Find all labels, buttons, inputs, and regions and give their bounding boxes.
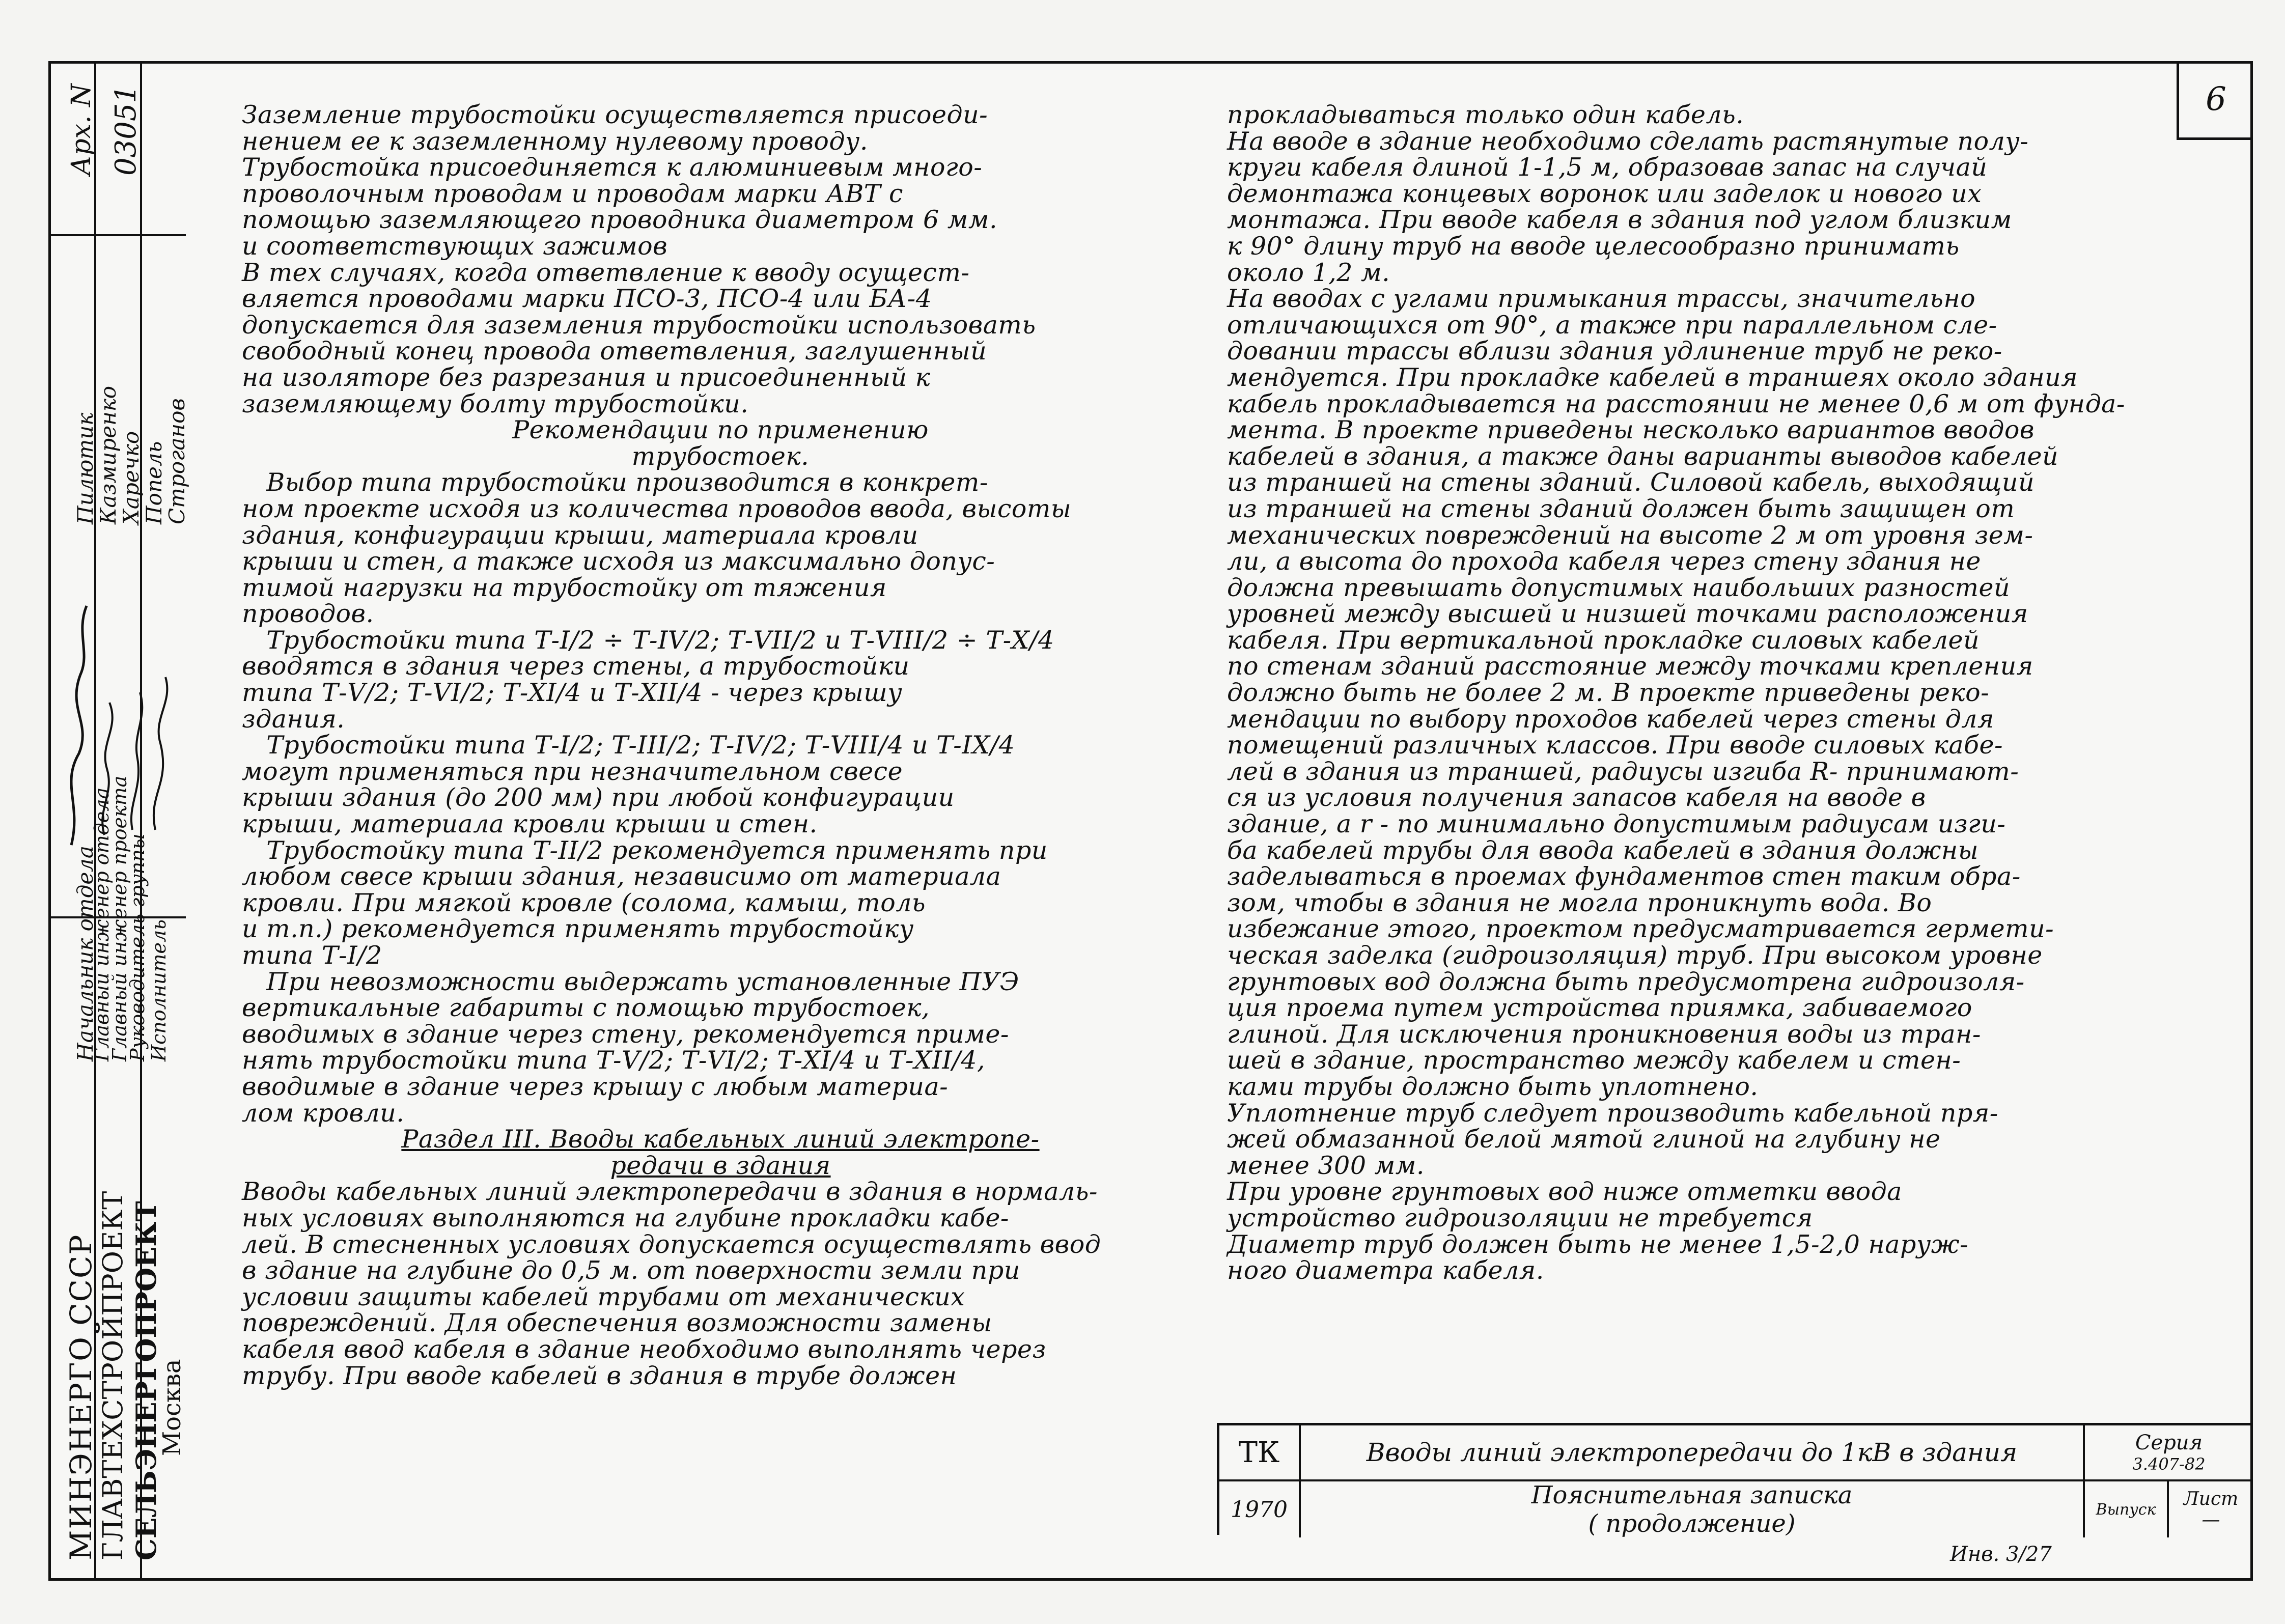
title-block xyxy=(1217,1423,2253,1538)
text-line: ном проекте исходя из количества проводов ввода, высоты xyxy=(242,494,1072,523)
text-line: грунтовых вод должна быть предусмотрена гидроизоля- xyxy=(1227,967,2025,996)
tk-label: ТК xyxy=(1219,1425,1301,1479)
text-line: Заземление трубостойки осуществляется присоеди- xyxy=(242,100,988,129)
text-line: в здание на глубине до 0,5 м. от поверхности земли при xyxy=(242,1256,1020,1285)
text-line: Вводы кабельных линий электропередачи в здания в нормаль- xyxy=(242,1177,1098,1207)
stamp-role: Начальник отдела xyxy=(73,846,98,1061)
series-number: 3.407-82 xyxy=(2132,1454,2206,1474)
text-line: Трубостойку типа Т-II/2 рекомендуется применять при xyxy=(242,835,1048,865)
text-line: по стенам зданий расстояние между точками крепления xyxy=(1227,652,2033,681)
text-line: монтажа. При вводе кабеля в здания под углом близким xyxy=(1227,205,2012,235)
stamp-role: Главный инженер отдела xyxy=(91,787,113,1061)
text-line: типа Т-I/2 xyxy=(242,941,382,970)
series-cell xyxy=(2085,1425,2253,1479)
text-line: могут применяться при незначительном свесе xyxy=(242,757,903,786)
text-line: круги кабеля длиной 1-1,5 м, образовав запас на случай xyxy=(1227,153,1988,182)
text-line: менее 300 мм. xyxy=(1227,1151,1425,1180)
archive-number: 03051 xyxy=(109,85,143,176)
text-line: ся из условия получения запасов кабеля на вводе в xyxy=(1227,783,1926,813)
stamp-hline xyxy=(48,234,186,236)
sheet-value: — xyxy=(2202,1509,2220,1530)
text-line: ческая заделка (гидроизоляция) труб. При высоком уровне xyxy=(1227,941,2043,970)
text-line: На вводах с углами примыкания трассы, значительно xyxy=(1227,284,1976,314)
text-line: Трубостойки типа Т-I/2; Т-III/2; Т-IV/2; Т-VIII/4 и Т-IX/4 xyxy=(242,731,1015,760)
text-line: кабелей в здания, а также даны варианты выводов кабелей xyxy=(1227,441,2059,471)
text-line: механических повреждений на высоте 2 м от уровня зем- xyxy=(1227,520,2033,550)
text-line: нять трубостойки типа Т-V/2; Т-VI/2; Т-XI/4 и Т-XII/4, xyxy=(242,1046,985,1075)
text-line: шей в здание, пространство между кабелем и стен- xyxy=(1227,1046,1961,1075)
text-line: и соответствующих зажимов xyxy=(242,231,668,261)
text-line: из траншей на стены зданий. Силовой кабель, выходящий xyxy=(1227,468,2035,497)
page-number: 6 xyxy=(2177,61,2253,140)
stamp-name: Строганов xyxy=(164,398,189,524)
text-line: около 1,2 м. xyxy=(1227,258,1390,287)
text-line: отличающихся от 90°, а также при параллельном сле- xyxy=(1227,310,1997,340)
text-line: к 90° длину труб на вводе целесообразно принимать xyxy=(1227,231,1960,261)
text-line: При невозможности выдержать установленные ПУЭ xyxy=(242,967,1019,996)
stamp-role: Исполнитель xyxy=(148,919,170,1061)
org2-name: СЕЛЬЭНЕРГОПРОЕКТ xyxy=(130,1201,162,1560)
text-line: На вводе в здание необходимо сделать растянутые полу- xyxy=(1227,126,2029,156)
text-line: Выбор типа трубостойки производится в конкрет- xyxy=(242,468,988,497)
text-line: допускается для заземления трубостойки использовать xyxy=(242,310,1036,340)
text-line: проволочным проводам и проводам марки АВТ с xyxy=(242,179,903,208)
archive-label: Арх. N xyxy=(66,83,97,176)
text-line: ного диаметра кабеля. xyxy=(1227,1256,1544,1285)
text-line: ками трубы должно быть уплотнено. xyxy=(1227,1072,1759,1101)
city-name: Москва xyxy=(158,1359,186,1456)
text-line: лом кровли. xyxy=(242,1098,405,1128)
text-line: кровли. При мягкой кровле (солома, камыш, толь xyxy=(242,888,926,917)
stamp-role: Руководитель группы xyxy=(126,833,149,1061)
text-line: условии защиты кабелей трубами от механических xyxy=(242,1282,965,1311)
text-line: здания, конфигурации крыши, материала кровли xyxy=(242,520,918,550)
text-line: лей в здания из траншей, радиусы изгиба R- принимают- xyxy=(1227,757,2019,786)
text-line: ных условиях выполняются на глубине прокладки кабе- xyxy=(242,1203,1009,1233)
text-line: вводятся в здания через стены, а трубостойки xyxy=(242,652,910,681)
year: 1970 xyxy=(1219,1481,1301,1537)
section-heading: редачи в здания xyxy=(610,1151,831,1180)
text-line: типа Т-V/2; Т-VI/2; Т-XI/4 и Т-XII/4 - через крышу xyxy=(242,678,903,708)
text-line: заделываться в проемах фундаментов стен таким обра- xyxy=(1227,862,2021,891)
text-line: В тех случаях, когда ответвление к вводу осущест- xyxy=(242,258,970,287)
text-line: уровней между высшей и низшей точками расположения xyxy=(1227,599,2028,629)
text-line: При уровне грунтовых вод ниже отметки ввода xyxy=(1227,1177,1902,1207)
text-line: довании трассы вблизи здания удлинение труб не реко- xyxy=(1227,337,2002,366)
title-block-row xyxy=(1219,1481,2253,1537)
text-line: нением ее к заземленному нулевому проводу. xyxy=(242,126,868,156)
text-line: прокладываться только один кабель. xyxy=(1227,100,1744,129)
text-line: вляется проводами марки ПСО-3, ПСО-4 или БА-4 xyxy=(242,284,932,314)
subtitle: Пояснительная записка xyxy=(1531,1481,1853,1509)
signatures-graphic xyxy=(51,591,183,855)
stamp-name: Харечко xyxy=(119,431,144,524)
sheet-cell xyxy=(2169,1481,2253,1537)
text-line: на изоляторе без разрезания и присоединенный к xyxy=(242,362,931,392)
text-line: вертикальные габариты с помощью трубостоек, xyxy=(242,993,930,1023)
subtitle-cell xyxy=(1301,1481,2085,1537)
text-line: вводимые в здание через крышу с любым материа- xyxy=(242,1072,949,1101)
text-line: демонтажа концевых воронок или заделок и нового их xyxy=(1227,179,1982,208)
text-line: любом свесе крыши здания, независимо от материала xyxy=(242,862,1001,891)
subtitle-continued: ( продолжение) xyxy=(1588,1509,1796,1538)
issue-label: Выпуск xyxy=(2085,1481,2169,1537)
document-title: Вводы линий электропередачи до 1кВ в здания xyxy=(1301,1425,2085,1479)
text-line: Уплотнение труб следует производить кабельной пря- xyxy=(1227,1098,1998,1128)
text-line: кабеля ввод кабеля в здание необходимо выполнять через xyxy=(242,1334,1046,1364)
stamp-name: Пилютик xyxy=(73,412,98,524)
org1-name: ГЛАВТЕХСТРОЙПРОЕКТ xyxy=(97,1191,129,1560)
text-line: помещений различных классов. При вводе силовых кабе- xyxy=(1227,731,2003,760)
sheet-label: Лист xyxy=(2183,1489,2239,1509)
text-line: ция проема путем устройства приямка, забиваемого xyxy=(1227,993,1972,1023)
text-line: из траншей на стены зданий должен быть защищен от xyxy=(1227,494,2015,523)
inventory-number: Инв. 3/27 xyxy=(1950,1543,2052,1566)
series-label: Серия xyxy=(2135,1431,2203,1454)
text-line: устройство гидроизоляции не требуется xyxy=(1227,1203,1813,1233)
text-line: крыши, материала кровли крыши и стен. xyxy=(242,809,818,839)
text-line: вводимых в здание через стену, рекомендуется приме- xyxy=(242,1019,1009,1049)
text-line: крыши и стен, а также исходя из максимально допус- xyxy=(242,547,995,576)
right-text-column xyxy=(1227,102,2159,1284)
text-line: здания. xyxy=(242,704,345,734)
text-line: помощью заземляющего проводника диаметром 6 мм. xyxy=(242,205,998,235)
text-line: ли, а высота до прохода кабеля через стену здания не xyxy=(1227,547,1981,576)
stamp-name: Попель xyxy=(142,441,166,524)
section-heading: трубостоек. xyxy=(631,441,810,471)
text-line: заземляющему болту трубостойки. xyxy=(242,389,749,418)
text-line: Диаметр труб должен быть не менее 1,5-2,0 наруж- xyxy=(1227,1229,1969,1259)
text-line: трубу. При вводе кабелей в здания в трубе должен xyxy=(242,1361,957,1390)
text-line: лей. В стесненных условиях допускается осуществлять ввод xyxy=(242,1229,1101,1259)
text-line: кабеля. При вертикальной прокладке силовых кабелей xyxy=(1227,625,1980,655)
section-heading: Рекомендации по применению xyxy=(512,415,929,445)
text-line: мента. В проекте приведены несколько вариантов вводов xyxy=(1227,415,2035,445)
text-line: избежание этого, проектом предусматривается гермети- xyxy=(1227,914,2054,944)
section-heading: Раздел III. Вводы кабельных линий электропе- xyxy=(401,1125,1040,1154)
text-line: Трубостойка присоединяется к алюминиевым много- xyxy=(242,153,983,182)
text-line: свободный конец провода ответвления, заглушенный xyxy=(242,337,987,366)
stamp-role: Главный инженер проекта xyxy=(108,775,131,1061)
text-line: мендации по выбору проходов кабелей через стены для xyxy=(1227,704,1994,734)
stamp-name: Казмиренко xyxy=(96,385,121,524)
text-line: повреждений. Для обеспечения возможности замены xyxy=(242,1308,992,1338)
title-block-row xyxy=(1219,1425,2253,1481)
text-line: должно быть не более 2 м. В проекте приведены реко- xyxy=(1227,678,1990,708)
text-line: тимой нагрузки на трубостойку от тяжения xyxy=(242,573,887,602)
text-line: крыши здания (до 200 мм) при любой конфигурации xyxy=(242,783,955,813)
text-line: здание, а r - по минимально допустимым радиусам изги- xyxy=(1227,809,2006,839)
text-line: кабель прокладывается на расстоянии не менее 0,6 м от фунда- xyxy=(1227,389,2125,418)
text-line: проводов. xyxy=(242,599,374,629)
text-line: жей обмазанной белой мятой глиной на глубину не xyxy=(1227,1125,1941,1154)
text-line: мендуется. При прокладке кабелей в траншеях около здания xyxy=(1227,362,2078,392)
text-line: и т.п.) рекомендуется применять трубостойку xyxy=(242,914,914,944)
ministry-name: МИНЭНЕРГО СССР xyxy=(64,1234,98,1560)
text-line: ба кабелей трубы для ввода кабелей в здания должны xyxy=(1227,835,1979,865)
text-line: должна превышать допустимых наибольших разностей xyxy=(1227,573,2011,602)
left-text-column xyxy=(242,102,1199,1389)
text-line: зом, чтобы в здания не могла проникнуть вода. Во xyxy=(1227,888,1932,917)
text-line: глиной. Для исключения проникновения воды из тран- xyxy=(1227,1019,1981,1049)
text-line: Трубостойки типа Т-I/2 ÷ Т-IV/2; Т-VII/2 и Т-VIII/2 ÷ Т-X/4 xyxy=(242,625,1054,655)
